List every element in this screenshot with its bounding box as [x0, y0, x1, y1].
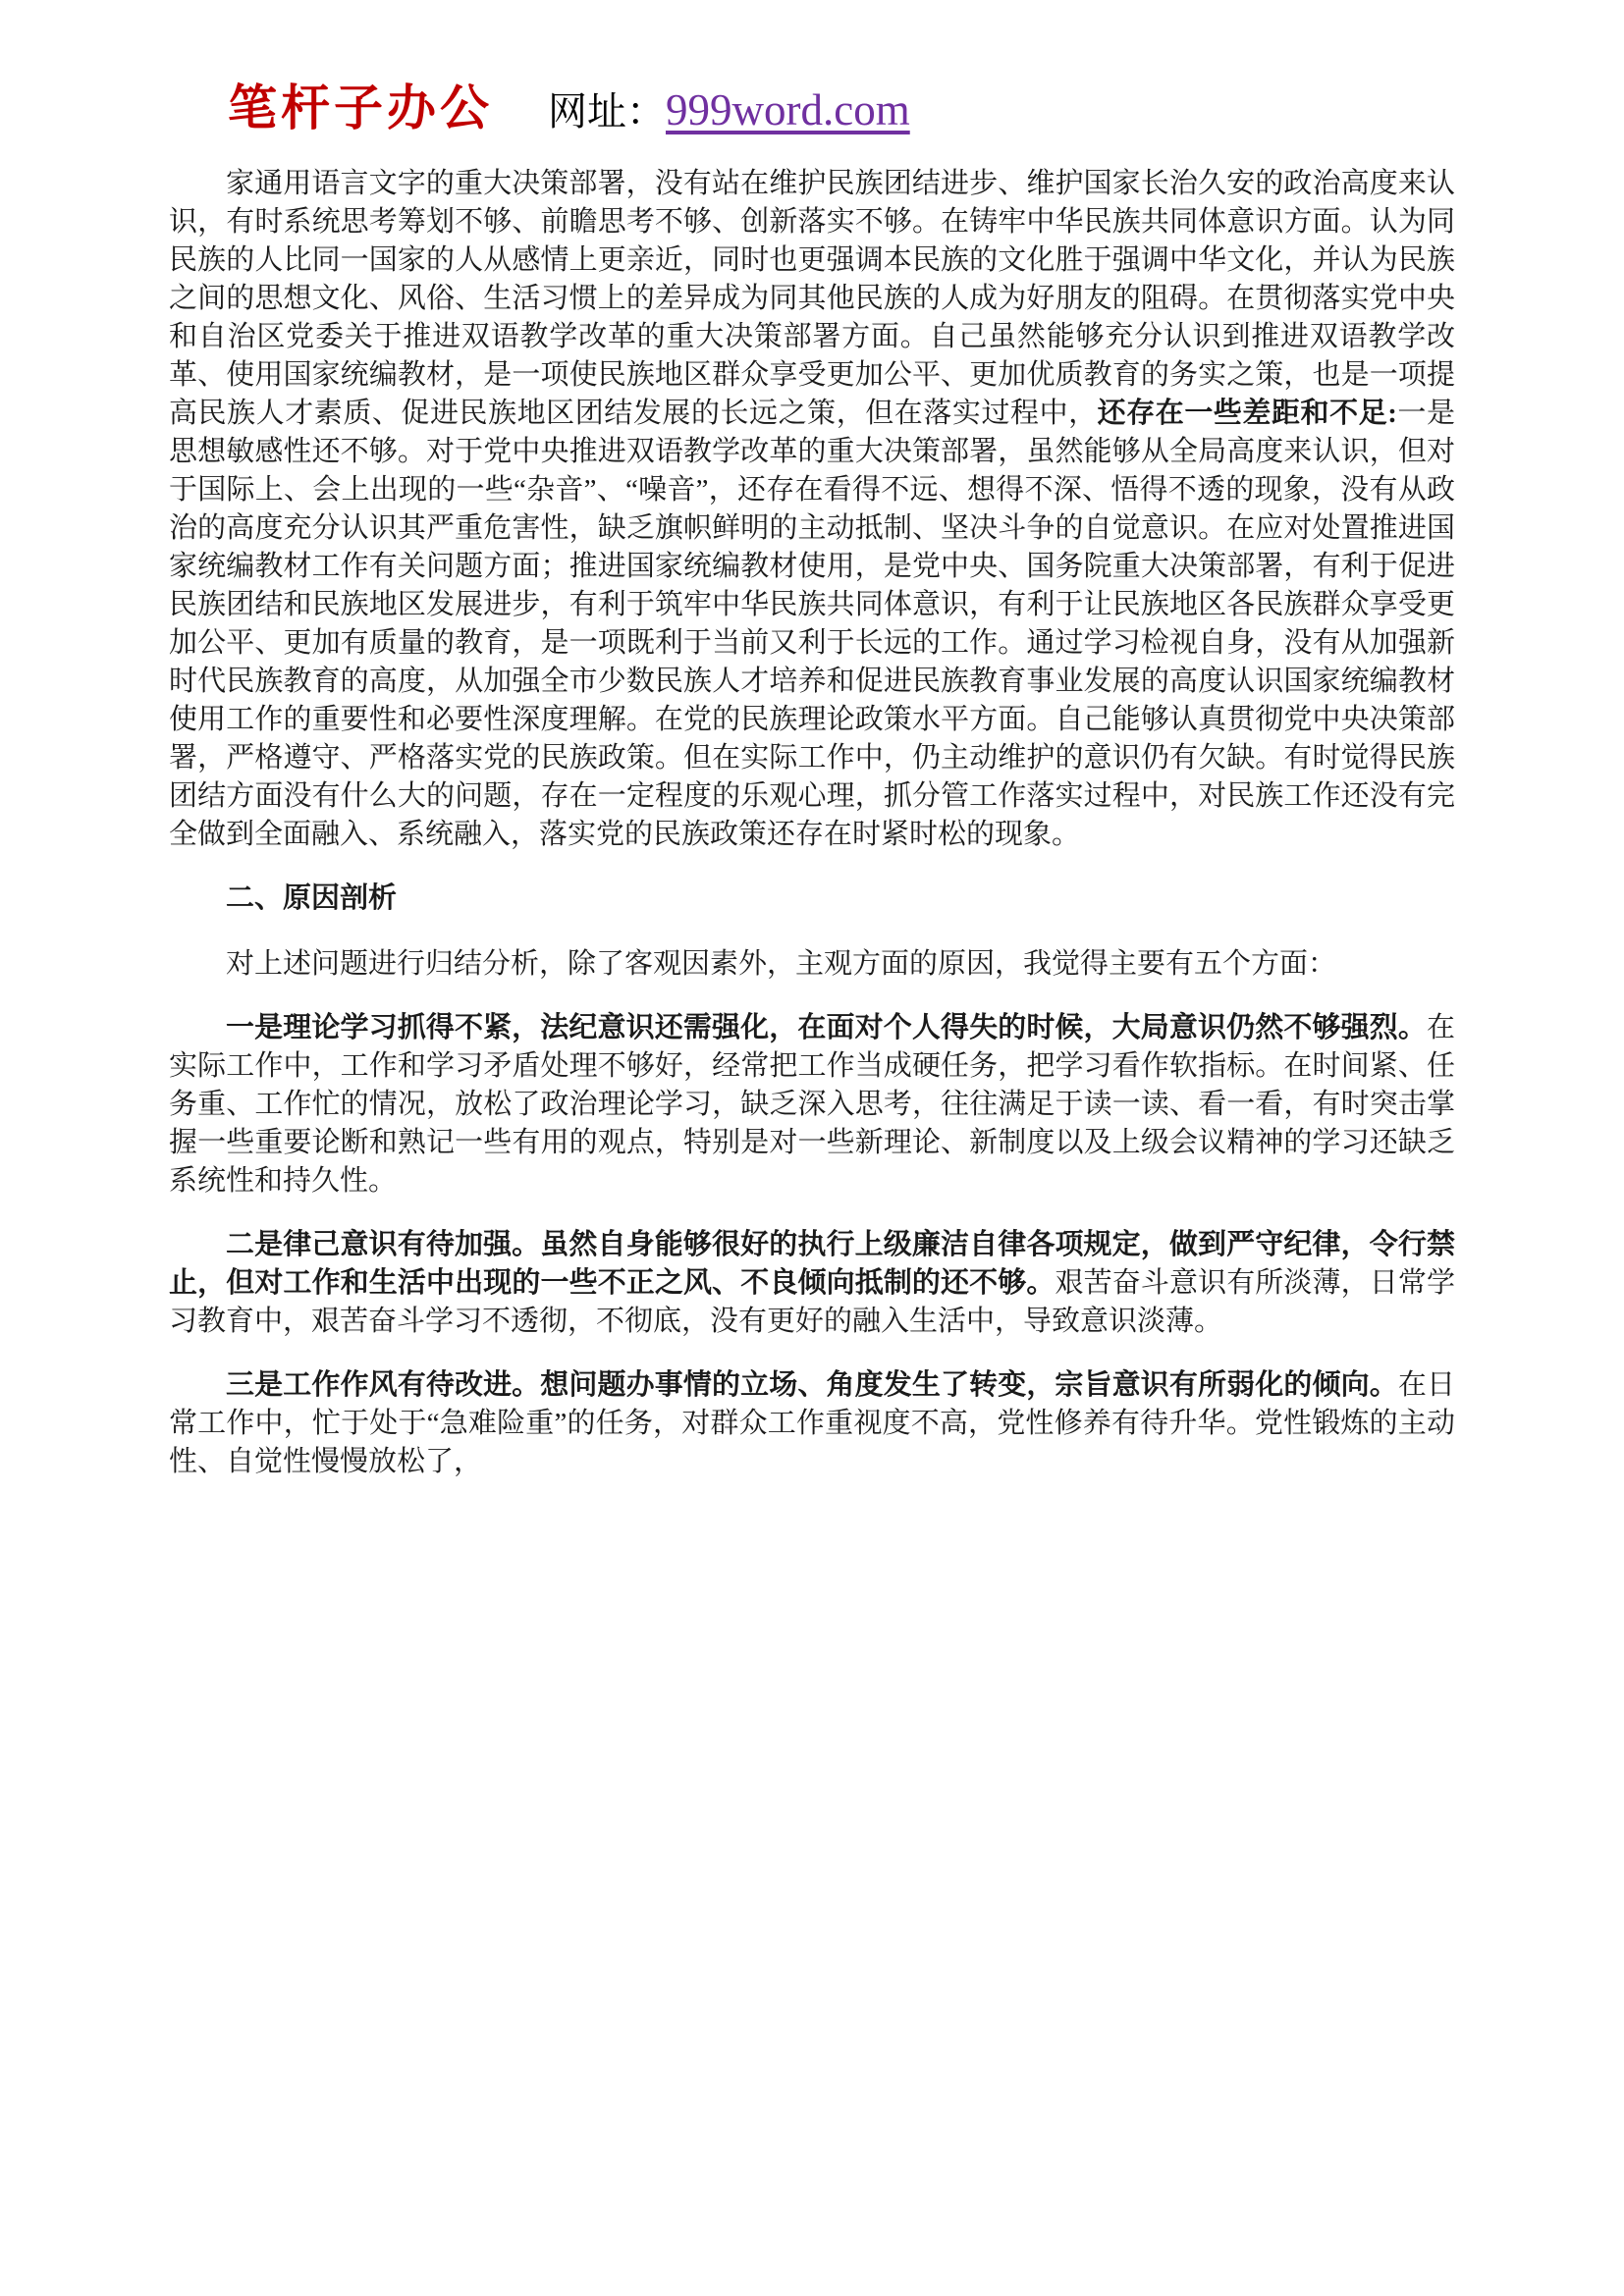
- text-run: 一是思想敏感性还不够。对于党中央推进双语教学改革的重大决策部署，虽然能够从全局高度来认识，但对于国际上、会上出现的一些“杂音”、“噪音”，还存在看得不远、想得不深、悟得不透的现象，没有从政治的高度充分认识其严重危害性，缺乏旗帜鲜明的主动抵制、坚决斗争的自觉意识。在应对处置推进国家统编教材工作有关问题方面；推进国家统编教材使用，是党中央、国务院重大决策部署，有利于促进民族团结和民族地区发展进步，有利于筑牢中华民族共同体意识，有利于让民族地区各民族群众享受更加公平、更加有质量的教育，是一项既利于当前又利于长远的工作。通过学习检视自身，没有从加强新时代民族教育的高度，从加强全市少数民族人才培养和促进民族教育事业发展的高度认识国家统编教材使用工作的重要性和必要性深度理解。在党的民族理论政策水平方面。自己能够认真贯彻党中央决策部署，严格遵守、严格落实党的民族政策。但在实际工作中，仍主动维护的意识仍有欠缺。有时觉得民族团结方面没有什么大的问题，存在一定程度的乐观心理，抓分管工作落实过程中，对民族工作还没有完全做到全面融入、系统融入，落实党的民族政策还存在时紧时松的现象。: [169, 398, 1455, 850]
- paragraph: [169, 945, 1455, 984]
- letterhead: [0, 0, 1624, 147]
- website-url[interactable]: 999word.com: [666, 85, 910, 134]
- text-run-bold: 二是律己意识有待加强。虽然自身能够很好的执行上级廉洁自律各项规定，做到严守纪律，令行禁止，但对工作和生活中出现的一些不正之风、不良倾向抵制的还不够。: [169, 1229, 1455, 1299]
- document-body: [169, 165, 1455, 1481]
- paragraph: [169, 165, 1455, 854]
- text-run: 在实际工作中，工作和学习矛盾处理不够好，经常把工作当成硬任务，把学习看作软指标。在时间紧、任务重、工作忙的情况，放松了政治理论学习，缺乏深入思考，往往满足于读一读、看一看，有时突击掌握一些重要论断和熟记一些有用的观点，特别是对一些新理论、新制度以及上级会议精神的学习还缺乏系统性和持久性。: [169, 1012, 1455, 1197]
- website: [548, 80, 910, 136]
- text-run-bold: 三是工作作风有待改进。想问题办事情的立场、角度发生了转变，宗旨意识有所弱化的倾向。: [226, 1369, 1398, 1401]
- text-run-bold: 还存在一些差距和不足:: [1097, 398, 1397, 429]
- text-run-bold: 一是理论学习抓得不紧，法纪意识还需强化，在面对个人得失的时候，大局意识仍然不够强烈。: [226, 1012, 1427, 1043]
- text-run-bold: 二、原因剖析: [226, 882, 398, 914]
- paragraph: [169, 1009, 1455, 1201]
- paragraph: [169, 1226, 1455, 1341]
- text-run: 家通用语言文字的重大决策部署，没有站在维护民族团结进步、维护国家长治久安的政治高度来认识，有时系统思考筹划不够、前瞻思考不够、创新落实不够。在铸牢中华民族共同体意识方面。认为同民族的人比同一国家的人从感情上更亲近，同时也更强调本民族的文化胜于强调中华文化，并认为民族之间的思想文化、风俗、生活习惯上的差异成为同其他民族的人成为好朋友的阻碍。在贯彻落实党中央和自治区党委关于推进双语教学改革的重大决策部署方面。自己虽然能够充分认识到推进双语教学改革、使用国家统编教材，是一项使民族地区群众享受更加公平、更加优质教育的务实之策，也是一项提高民族人才素质、促进民族地区团结发展的长远之策，但在落实过程中，: [169, 168, 1455, 429]
- text-run: 在日常工作中，忙于处于“急难险重”的任务，对群众工作重视度不高，党性修养有待升华。党性锻炼的主动性、自觉性慢慢放松了，: [169, 1369, 1455, 1477]
- paragraph: [169, 1366, 1455, 1481]
- brand-text: 笔杆子办公: [228, 80, 493, 135]
- section-heading: [169, 880, 1455, 918]
- text-run: 艰苦奋斗意识有所淡薄，日常学习教育中，艰苦奋斗学习不透彻，不彻底，没有更好的融入生活中，导致意识淡薄。: [169, 1267, 1455, 1337]
- text-run: 对上述问题进行归结分析，除了客观因素外，主观方面的原因，我觉得主要有五个方面：: [226, 948, 1337, 980]
- website-label: 网址：: [548, 89, 666, 133]
